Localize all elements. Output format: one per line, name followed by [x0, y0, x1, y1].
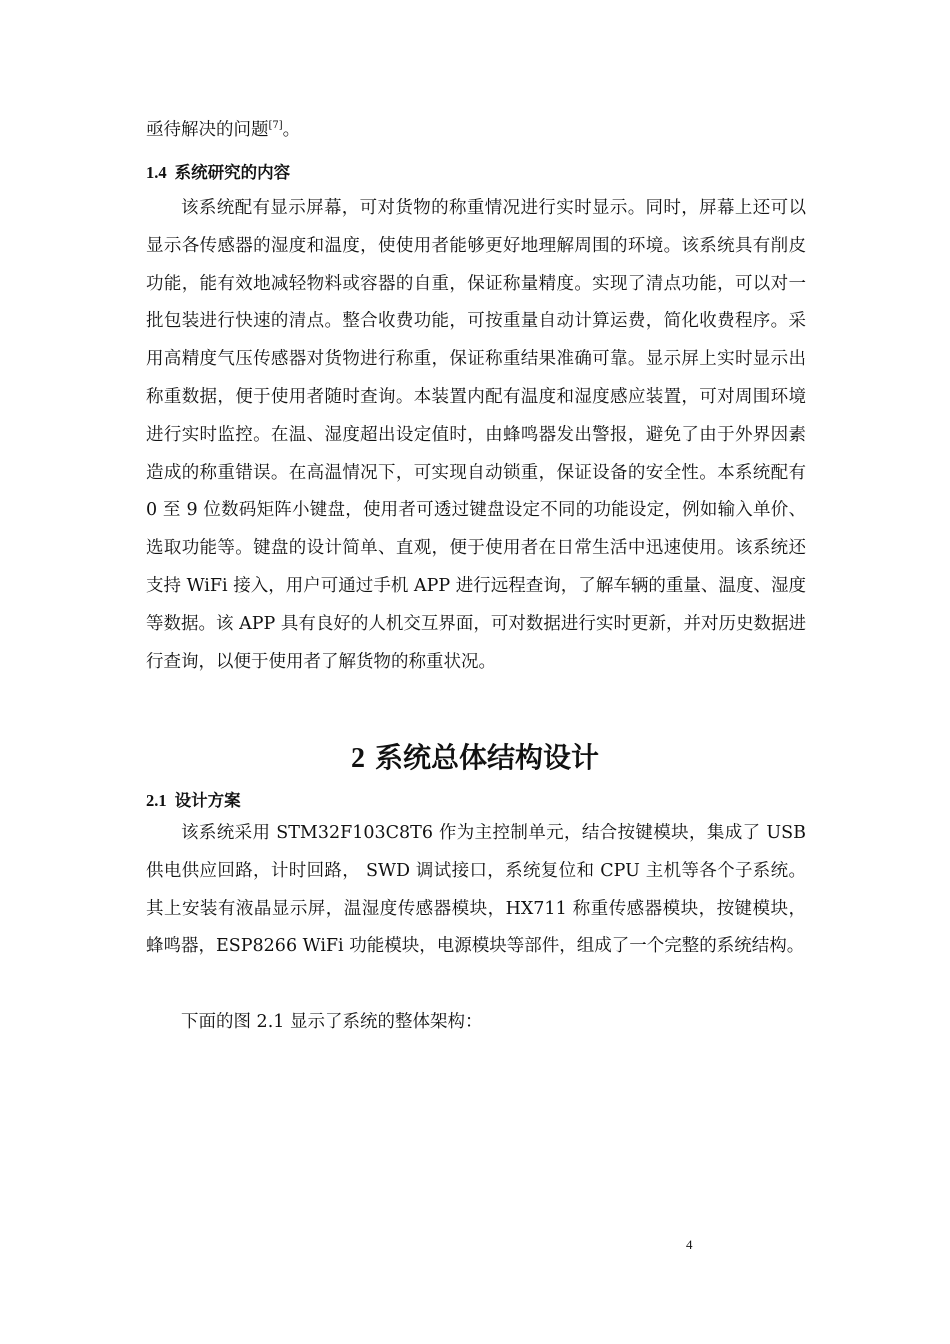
chapter-title: 系统总体结构设计 [374, 741, 599, 774]
body-paragraph-3: 下面的图 2.1 显示了系统的整体架构： [181, 1012, 483, 1032]
page-number: 4 [686, 1237, 693, 1252]
chapter-heading-2 [0, 736, 950, 776]
body-paragraph-2: 该系统采用 STM32F103C8T6 作为主控制单元，结合按键模块，集成了 USB 供电供应回路，计时回路， SWD 调试接口，系统复位和 CPU 主机等各个子系统。其上安装有液晶显示屏，温湿度传感器模块，HX711 称重传感器模块，按键模块，蜂鸣器，ESP8266 WiFi 功能模块，电源模块等部件，组成了一个完整的系统结构。 [146, 823, 806, 957]
body-paragraph-1: 该系统配有显示屏幕，可对货物的称重情况进行实时显示。同时，屏幕上还可以显示各传感器的湿度和温度，使使用者能够更好地理解周围的环境。该系统具有削皮功能，能有效地减轻物料或容器的自重，保证称量精度。实现了清点功能，可以对一批包装进行快速的清点。整合收费功能，可按重量自动计算运费，简化收费程序。采用高精度气压传感器对货物进行称重，保证称重结果准确可靠。显示屏上实时显示出称重数据，便于使用者随时查询。本装置内配有温度和湿度感应装置，可对周围环境进行实时监控。在温、湿度超出设定值时，由蜂鸣器发出警报，避免了由于外界因素造成的称重错误。在高温情况下，可实现自动锁重，保证设备的安全性。本系统配有 0 至 9 位数码矩阵小键盘，使用者可透过键盘设定不同的功能设定，例如输入单价、选取功能等。键盘的设计简单、直观，便于使用者在日常生活中迅速使用。该系统还支持 WiFi 接入，用户可通过手机 APP 进行远程查询，了解车辆的重量、温度、湿度等数据。该 APP 具有良好的人机交互界面，可对数据进行实时更新，并对历史数据进行查询，以便于使用者了解货物的称重状况。 [146, 198, 806, 672]
continued-end: 。 [282, 120, 301, 140]
continued-text: 亟待解决的问题 [146, 120, 269, 140]
continued-paragraph [146, 112, 806, 150]
section-heading-1-4 [146, 159, 290, 183]
chapter-number: 2 [350, 743, 365, 774]
section-heading-2-1 [146, 787, 241, 811]
citation-ref: [7] [268, 120, 283, 132]
section-title: 系统研究的内容 [174, 163, 291, 182]
section-title: 设计方案 [174, 791, 241, 810]
section-number: 2.1 [146, 791, 167, 810]
section-number: 1.4 [146, 163, 167, 182]
